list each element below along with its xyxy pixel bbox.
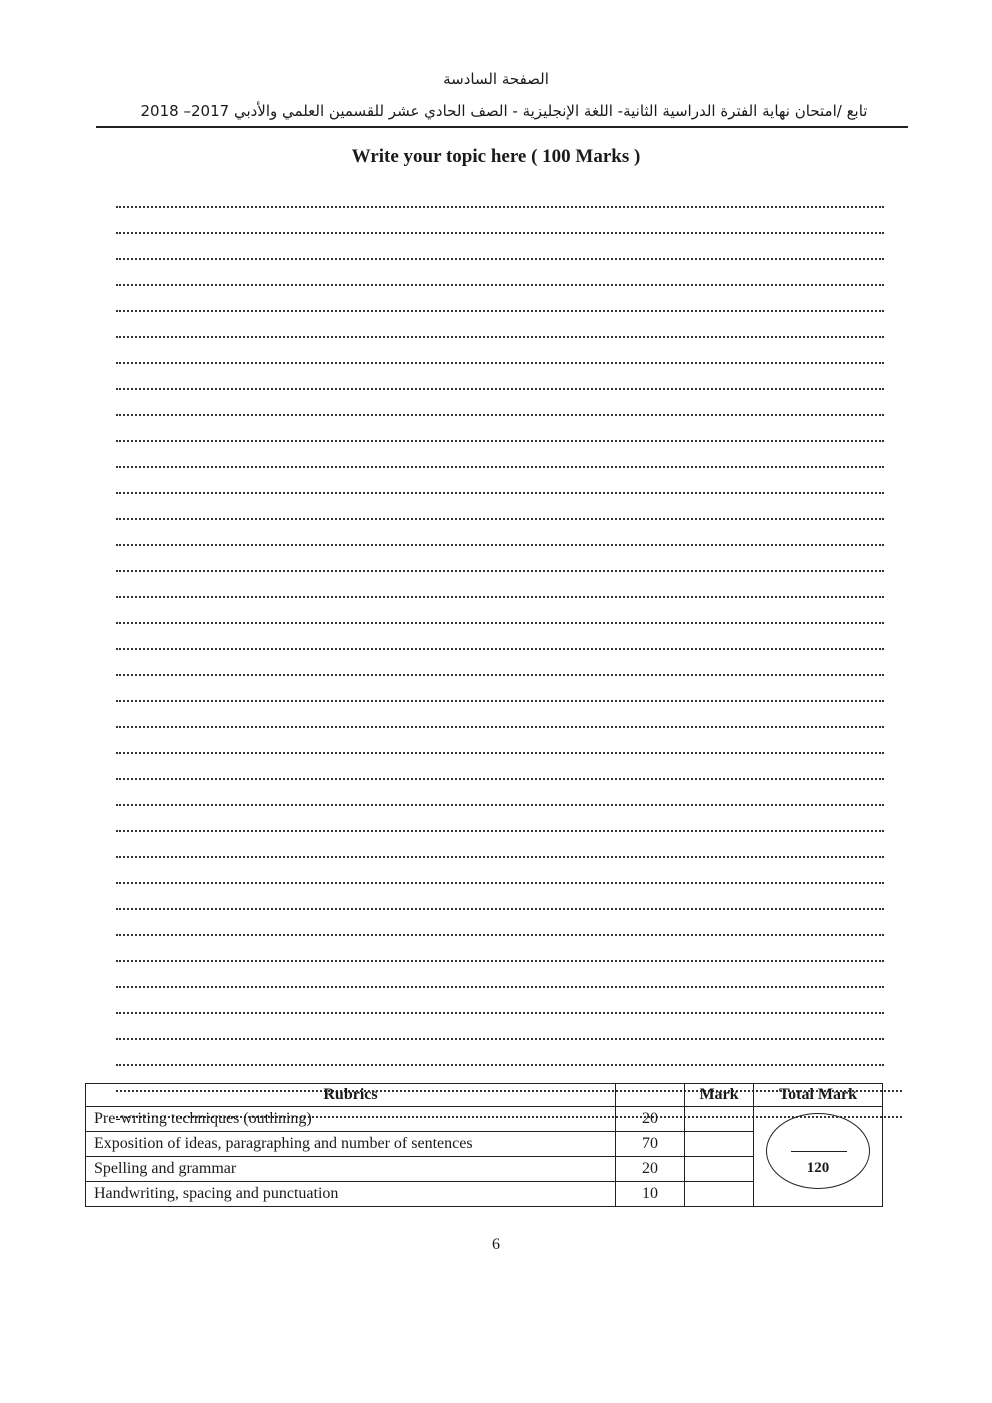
rubric-points: 20 <box>616 1107 685 1132</box>
rubric-criterion: Spelling and grammar <box>86 1157 616 1182</box>
total-mark-oval <box>766 1113 870 1189</box>
rubric-criterion: Pre-writing techniques (outlining) <box>86 1107 616 1132</box>
rubric-criterion: Exposition of ideas, paragraphing and number of sentences <box>86 1132 616 1157</box>
rubric-mark-cell <box>685 1157 754 1182</box>
mark-header: Mark <box>685 1084 754 1107</box>
writing-line <box>116 676 884 702</box>
topic-title: Write your topic here ( 100 Marks ) <box>351 146 641 167</box>
rubric-points: 10 <box>616 1182 685 1207</box>
writing-line <box>116 572 884 598</box>
writing-line <box>116 728 884 754</box>
writing-line <box>116 832 884 858</box>
rubric-mark-cell <box>685 1132 754 1157</box>
total-max: 120 <box>806 1160 830 1176</box>
writing-line <box>116 702 884 728</box>
rubric-table <box>85 1083 883 1207</box>
writing-line <box>116 182 884 208</box>
writing-line <box>116 390 884 416</box>
total-mark-header: Total Mark <box>754 1084 883 1107</box>
writing-line <box>116 858 884 884</box>
writing-line <box>116 806 884 832</box>
writing-line <box>116 208 884 234</box>
writing-line <box>116 338 884 364</box>
total-score-line <box>791 1151 847 1152</box>
rubric-points: 70 <box>616 1132 685 1157</box>
writing-line <box>116 234 884 260</box>
writing-line <box>116 962 884 988</box>
writing-line <box>116 442 884 468</box>
page-number: 6 <box>492 1236 500 1253</box>
writing-line <box>116 494 884 520</box>
rubric-row <box>86 1107 883 1132</box>
writing-line <box>116 1014 884 1040</box>
writing-line <box>116 624 884 650</box>
rubric-points: 20 <box>616 1157 685 1182</box>
total-mark-cell <box>754 1107 883 1207</box>
rubrics-header: Rubrics <box>86 1084 616 1107</box>
writing-line <box>116 312 884 338</box>
writing-line <box>116 910 884 936</box>
page-label: الصفحة السادسة <box>443 70 549 88</box>
rubric-criterion: Handwriting, spacing and punctuation <box>86 1182 616 1207</box>
writing-line <box>116 884 884 910</box>
writing-line <box>116 988 884 1014</box>
writing-lines <box>116 182 884 1118</box>
writing-line <box>116 546 884 572</box>
writing-line <box>116 416 884 442</box>
writing-line <box>116 468 884 494</box>
writing-line <box>116 780 884 806</box>
writing-line <box>116 260 884 286</box>
writing-line <box>116 286 884 312</box>
writing-line <box>116 1040 884 1066</box>
writing-line <box>116 754 884 780</box>
writing-line <box>116 936 884 962</box>
header-divider <box>96 126 908 128</box>
rubric-mark-cell <box>685 1182 754 1207</box>
rubric-mark-cell <box>685 1107 754 1132</box>
writing-line <box>116 598 884 624</box>
exam-header: تابع /امتحان نهاية الفترة الدراسية الثانية- اللغة الإنجليزية - الصف الحادي عشر للقسمين العلمي والأدبي 2017– 2018 <box>140 102 868 120</box>
rubric-header-row <box>86 1084 883 1107</box>
writing-line <box>116 650 884 676</box>
writing-line <box>116 520 884 546</box>
writing-line <box>116 364 884 390</box>
points-header <box>616 1084 685 1107</box>
